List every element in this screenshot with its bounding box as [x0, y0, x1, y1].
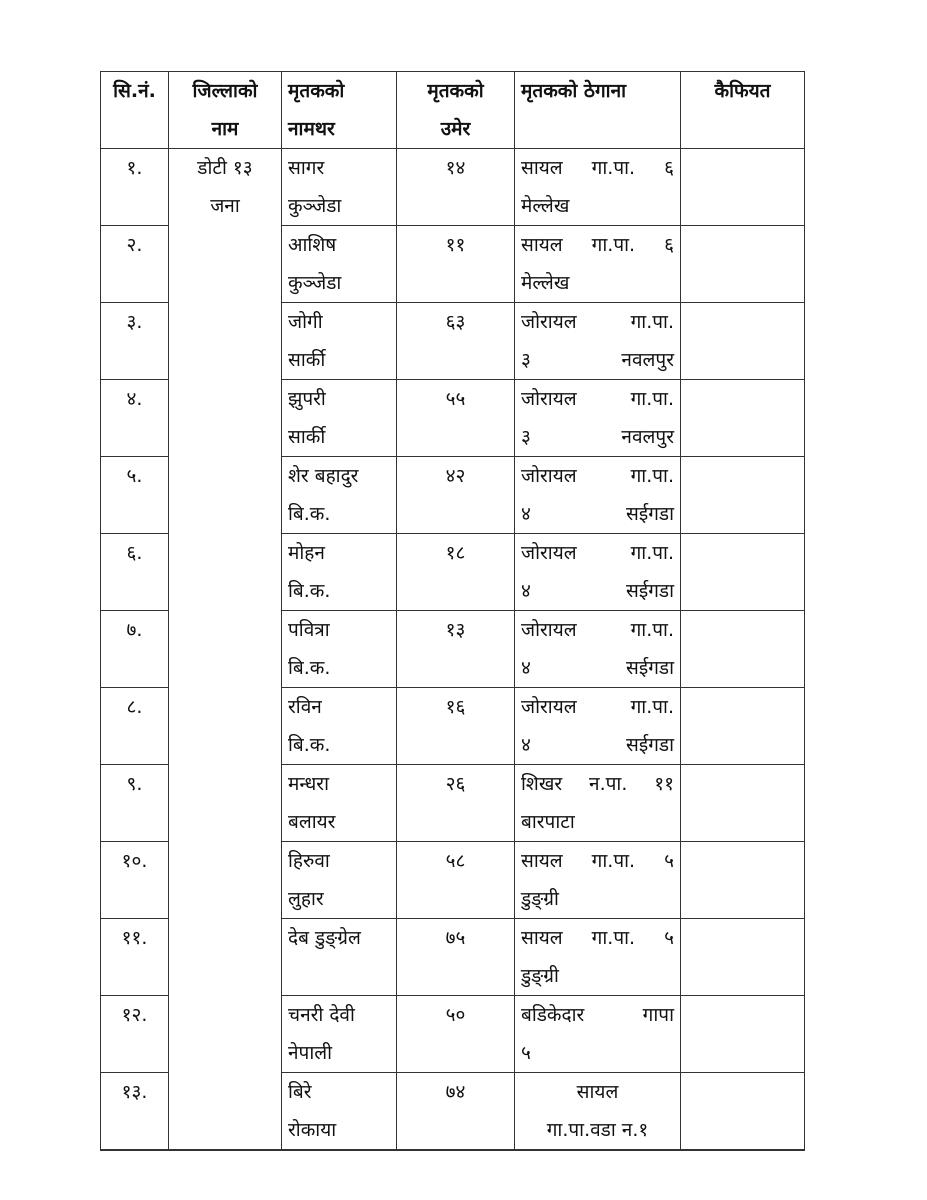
- deceased-address-line: जोरायल गा.पा.: [521, 542, 674, 564]
- deceased-name-cell: [282, 457, 397, 534]
- remarks-cell: [681, 457, 805, 534]
- deceased-address-line: सायल: [576, 1081, 619, 1103]
- deceased-address-cell: [515, 919, 681, 996]
- deceased-name-line: मोहन: [288, 542, 325, 564]
- header-deceased-address: मृतकको ठेगाना: [515, 72, 681, 149]
- deceased-address-line: मेल्लेख: [521, 272, 570, 294]
- table-header-row: [101, 72, 805, 149]
- deceased-address-line: बडिकेदार गापा: [521, 1004, 674, 1026]
- deceased-address-line: डुङ्ग्री: [521, 965, 559, 987]
- deceased-address-line: सायल गा.पा. ६: [521, 157, 674, 179]
- deceased-name-line: कुञ्जेडा: [288, 272, 342, 294]
- deceased-name-line: रोकाया: [288, 1119, 337, 1141]
- deceased-address-line: जोरायल गा.पा.: [521, 388, 674, 410]
- serial-number-cell: ९.: [101, 765, 169, 842]
- deceased-address-line: सायल गा.पा. ६: [521, 234, 674, 256]
- deceased-address-line: ५: [521, 1042, 531, 1064]
- remarks-cell: [681, 380, 805, 457]
- deceased-name-line: सागर: [288, 157, 325, 179]
- deceased-address-cell: [515, 457, 681, 534]
- deceased-age-cell: ४२: [397, 457, 515, 534]
- serial-number-cell: २.: [101, 226, 169, 303]
- serial-number-cell: ७.: [101, 611, 169, 688]
- serial-number-cell: १२.: [101, 996, 169, 1073]
- deceased-address-cell: [515, 1073, 681, 1150]
- table-row: [101, 149, 805, 226]
- deceased-name-cell: [282, 996, 397, 1073]
- deceased-address-cell: [515, 842, 681, 919]
- deceased-address-line: जोरायल गा.पा.: [521, 696, 674, 718]
- deceased-name-line: आशिष: [288, 234, 337, 256]
- remarks-cell: [681, 226, 805, 303]
- deceased-address-line: जोरायल गा.पा.: [521, 465, 674, 487]
- remarks-cell: [681, 996, 805, 1073]
- deceased-name-line: बिरे: [288, 1081, 312, 1103]
- deceased-address-cell: [515, 611, 681, 688]
- deceased-age-cell: १४: [397, 149, 515, 226]
- deceased-name-line: मन्धरा: [288, 773, 330, 795]
- deceased-name-line: सार्की: [288, 349, 326, 371]
- header-district-name: जिल्लाको नाम: [169, 72, 282, 149]
- deceased-name-cell: [282, 226, 397, 303]
- deceased-age-cell: ५५: [397, 380, 515, 457]
- deceased-age-cell: १३: [397, 611, 515, 688]
- deceased-name-line: बलायर: [288, 811, 336, 833]
- deceased-name-cell: [282, 1073, 397, 1150]
- remarks-cell: [681, 688, 805, 765]
- deceased-name-line: झुपरी: [288, 388, 326, 410]
- deceased-address-line: बारपाटा: [521, 811, 575, 833]
- header-deceased-name: मृतकको नामथर: [282, 72, 397, 149]
- deceased-age-cell: १८: [397, 534, 515, 611]
- deceased-age-cell: १६: [397, 688, 515, 765]
- deceased-name-line: शेर बहादुर: [288, 465, 359, 487]
- deceased-name-line: लुहार: [288, 888, 324, 910]
- deceased-age-cell: ६३: [397, 303, 515, 380]
- deceased-address-line: जोरायल गा.पा.: [521, 311, 674, 333]
- deceased-address-line: सायल गा.पा. ५: [521, 850, 674, 872]
- deceased-address-cell: [515, 303, 681, 380]
- deceased-name-line: चनरी देवी: [288, 1004, 355, 1026]
- serial-number-cell: ६.: [101, 534, 169, 611]
- deceased-name-line: कुञ्जेडा: [288, 195, 342, 217]
- deceased-name-cell: [282, 765, 397, 842]
- deceased-name-cell: [282, 534, 397, 611]
- deceased-address-line: ४ सईगडा: [521, 503, 674, 525]
- deceased-age-cell: ११: [397, 226, 515, 303]
- remarks-cell: [681, 534, 805, 611]
- deceased-age-cell: ५०: [397, 996, 515, 1073]
- header-deceased-age: मृतकको उमेर: [397, 72, 515, 149]
- deceased-name-line: हिरुवा: [288, 850, 330, 872]
- deceased-age-cell: २६: [397, 765, 515, 842]
- remarks-cell: [681, 842, 805, 919]
- deceased-name-line: नेपाली: [288, 1042, 333, 1064]
- serial-number-cell: ११.: [101, 919, 169, 996]
- deceased-address-line: ४ सईगडा: [521, 657, 674, 679]
- deceased-address-cell: [515, 149, 681, 226]
- serial-number-cell: १०.: [101, 842, 169, 919]
- deceased-address-line: जोरायल गा.पा.: [521, 619, 674, 641]
- deceased-name-line: पवित्रा: [288, 619, 330, 641]
- serial-number-cell: १३.: [101, 1073, 169, 1150]
- deceased-name-line: सार्की: [288, 426, 326, 448]
- deceased-name-line: बि.क.: [288, 734, 331, 756]
- deceased-age-cell: ७४: [397, 1073, 515, 1150]
- table-body: [101, 149, 805, 1150]
- deceased-address-cell: [515, 380, 681, 457]
- deceased-name-cell: [282, 380, 397, 457]
- remarks-cell: [681, 611, 805, 688]
- deceased-address-line: ४ सईगडा: [521, 734, 674, 756]
- deceased-address-line: मेल्लेख: [521, 195, 570, 217]
- deceased-name-cell: [282, 149, 397, 226]
- deceased-age-cell: ७५: [397, 919, 515, 996]
- header-remarks: कैफियत: [681, 72, 805, 149]
- remarks-cell: [681, 1073, 805, 1150]
- deceased-name-line: बि.क.: [288, 580, 331, 602]
- deceased-age-cell: ५८: [397, 842, 515, 919]
- deceased-name-line: रविन: [288, 696, 322, 718]
- deceased-name-cell: [282, 919, 397, 996]
- deceased-name-line: बि.क.: [288, 657, 331, 679]
- district-name: डोटी १३: [197, 157, 253, 179]
- deceased-name-line: जोगी: [288, 311, 323, 333]
- deceased-address-cell: [515, 996, 681, 1073]
- district-cell: [169, 149, 282, 1150]
- deceased-name-cell: [282, 842, 397, 919]
- deceased-address-cell: [515, 226, 681, 303]
- casualty-table: [100, 71, 805, 1150]
- remarks-cell: [681, 303, 805, 380]
- deceased-name-cell: [282, 611, 397, 688]
- serial-number-cell: ५.: [101, 457, 169, 534]
- serial-number-cell: ८.: [101, 688, 169, 765]
- remarks-cell: [681, 919, 805, 996]
- deceased-address-line: ३ नवलपुर: [521, 426, 674, 448]
- deceased-address-cell: [515, 688, 681, 765]
- deceased-address-line: शिखर न.पा. ११: [521, 773, 674, 795]
- remarks-cell: [681, 149, 805, 226]
- serial-number-cell: १.: [101, 149, 169, 226]
- deceased-address-line: गा.पा.वडा न.१: [546, 1119, 649, 1141]
- deceased-address-line: डुङ्ग्री: [521, 888, 559, 910]
- deceased-name-cell: [282, 303, 397, 380]
- deceased-name-line: देब डुङ्ग्रेल: [288, 927, 361, 949]
- deceased-name-cell: [282, 688, 397, 765]
- serial-number-cell: ४.: [101, 380, 169, 457]
- deceased-address-line: ४ सईगडा: [521, 580, 674, 602]
- deceased-address-cell: [515, 765, 681, 842]
- deceased-address-line: सायल गा.पा. ५: [521, 927, 674, 949]
- remarks-cell: [681, 765, 805, 842]
- bottom-rule: [100, 1150, 805, 1151]
- serial-number-cell: ३.: [101, 303, 169, 380]
- header-serial-number: सि.नं.: [101, 72, 169, 149]
- deceased-address-cell: [515, 534, 681, 611]
- deceased-address-line: ३ नवलपुर: [521, 349, 674, 371]
- district-count-unit: जना: [210, 195, 240, 217]
- deceased-name-line: बि.क.: [288, 503, 331, 525]
